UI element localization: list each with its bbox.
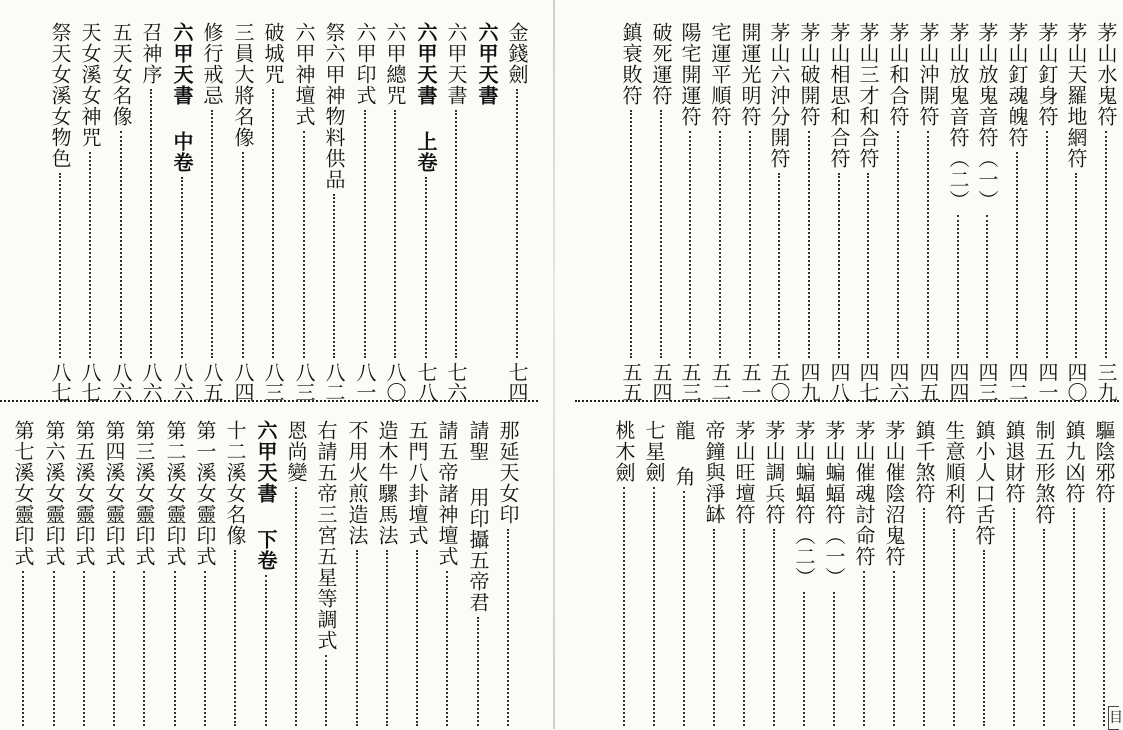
toc-entry bbox=[765, 22, 793, 402]
entry-title: 祭天女溪女物色 bbox=[48, 22, 72, 169]
page-number: 四九 bbox=[797, 362, 821, 402]
toc-entry bbox=[503, 22, 531, 402]
page-number: 八〇 bbox=[383, 362, 407, 402]
entry-title: 桃木劍 bbox=[612, 420, 636, 483]
section-title: 六甲天書 中卷 bbox=[170, 22, 194, 173]
toc-entry bbox=[473, 22, 501, 402]
toc-entry bbox=[9, 420, 37, 730]
entry-title: 鎮衰敗符 bbox=[619, 22, 643, 106]
leader-dots bbox=[416, 550, 418, 726]
page-number: 四七 bbox=[856, 362, 880, 402]
leader-dots bbox=[743, 529, 745, 726]
leader-dots bbox=[394, 110, 396, 358]
toc-entry bbox=[168, 22, 196, 402]
leader-dots bbox=[863, 571, 865, 726]
leader-dots bbox=[303, 131, 305, 358]
book-spine bbox=[553, 0, 555, 729]
toc-entry bbox=[617, 22, 645, 402]
leader-dots bbox=[957, 215, 959, 358]
toc-entry bbox=[229, 22, 257, 402]
entry-title: 茅山釘身符 bbox=[1035, 22, 1059, 127]
leader-dots bbox=[83, 571, 85, 726]
entry-title: 第七溪女靈印式 bbox=[11, 420, 35, 567]
leader-dots bbox=[143, 571, 145, 726]
leader-dots bbox=[867, 173, 869, 358]
leader-dots bbox=[455, 110, 457, 358]
leader-dots bbox=[211, 110, 213, 358]
toc-entry bbox=[381, 22, 409, 402]
entry-title: 第四溪女靈印式 bbox=[102, 420, 126, 567]
leader-dots bbox=[1073, 508, 1075, 726]
toc-entry bbox=[1000, 420, 1028, 730]
toc-entry bbox=[910, 420, 938, 730]
toc-entry bbox=[610, 420, 638, 730]
leader-dots bbox=[803, 592, 805, 726]
leader-dots bbox=[893, 571, 895, 726]
entry-title: 宅運平順符 bbox=[708, 22, 732, 127]
entry-title: 破死運符 bbox=[649, 22, 673, 106]
leader-dots bbox=[689, 131, 691, 358]
toc-entry bbox=[343, 420, 371, 730]
entry-title: 第一溪女靈印式 bbox=[193, 420, 217, 567]
toc-entry bbox=[76, 22, 104, 402]
page-number: 四一 bbox=[1035, 362, 1059, 402]
toc-entry bbox=[130, 420, 158, 730]
toc-entry bbox=[736, 22, 764, 402]
leader-dots bbox=[181, 177, 183, 358]
entry-title: 五天女名像 bbox=[109, 22, 133, 127]
toc-entry bbox=[790, 420, 818, 730]
toc-entry bbox=[494, 420, 522, 730]
leader-dots bbox=[333, 194, 335, 358]
leader-dots bbox=[272, 89, 274, 358]
leader-dots bbox=[446, 571, 448, 726]
page-number: 四三 bbox=[975, 362, 999, 402]
leader-dots bbox=[953, 529, 955, 726]
entry-title: 請五帝諸神壇式 bbox=[435, 420, 459, 567]
leader-dots bbox=[425, 177, 427, 358]
page-number: 五〇 bbox=[767, 362, 791, 402]
toc-entry bbox=[914, 22, 942, 402]
leader-dots bbox=[113, 571, 115, 726]
leader-dots bbox=[174, 571, 176, 726]
entry-title: 茅山破開符 bbox=[797, 22, 821, 127]
entry-title: 六甲天書 bbox=[444, 22, 468, 106]
toc-entry bbox=[973, 22, 1001, 402]
entry-title: 請聖 用印攝五帝君 bbox=[466, 420, 490, 613]
leader-dots bbox=[719, 131, 721, 358]
leader-dots bbox=[204, 571, 206, 726]
page-number: 四四 bbox=[946, 362, 970, 402]
entry-title: 修行戒忌 bbox=[200, 22, 224, 106]
leader-dots bbox=[53, 571, 55, 726]
toc-entry bbox=[351, 22, 379, 402]
page-number: 八三 bbox=[261, 362, 285, 402]
toc-entry bbox=[1062, 22, 1090, 402]
page-number: 五五 bbox=[619, 362, 643, 402]
toc-entry bbox=[252, 420, 280, 730]
entry-title: 第二溪女靈印式 bbox=[163, 420, 187, 567]
page-number: 五一 bbox=[738, 362, 762, 402]
leader-dots bbox=[364, 110, 366, 358]
toc-entry bbox=[1090, 420, 1118, 730]
entry-title: 第三溪女靈印式 bbox=[132, 420, 156, 567]
entry-title: 龍 角 bbox=[672, 420, 696, 487]
leader-dots bbox=[507, 529, 509, 726]
entry-title: 金錢劍 bbox=[505, 22, 529, 85]
toc-entry bbox=[373, 420, 401, 730]
toc-entry bbox=[1033, 22, 1061, 402]
entry-title: 造木牛騾馬法 bbox=[375, 420, 399, 546]
leader-dots bbox=[983, 550, 985, 726]
leader-dots bbox=[1043, 529, 1045, 726]
leader-dots bbox=[89, 152, 91, 358]
page-number: 七八 bbox=[414, 362, 438, 402]
page-number: 七六 bbox=[444, 362, 468, 402]
entry-title: 鎮小人口舌符 bbox=[972, 420, 996, 546]
toc-entry bbox=[820, 420, 848, 730]
page-number: 四八 bbox=[827, 362, 851, 402]
leader-dots bbox=[833, 592, 835, 726]
leader-dots bbox=[986, 215, 988, 358]
leader-dots bbox=[234, 550, 236, 726]
leader-dots bbox=[1105, 131, 1107, 358]
leader-dots bbox=[773, 529, 775, 726]
leader-dots bbox=[808, 131, 810, 358]
leader-dots bbox=[22, 571, 24, 726]
leader-dots bbox=[386, 550, 388, 726]
page-number: 五四 bbox=[649, 362, 673, 402]
leader-dots bbox=[265, 575, 267, 726]
entry-title: 十二溪女名像 bbox=[223, 420, 247, 546]
toc-entry bbox=[970, 420, 998, 730]
page-number: 八六 bbox=[170, 362, 194, 402]
toc-entry bbox=[46, 22, 74, 402]
leader-dots bbox=[897, 131, 899, 358]
entry-title: 茅山放鬼音符（一） bbox=[975, 22, 999, 211]
entry-title: 天女溪女神咒 bbox=[78, 22, 102, 148]
toc-entry bbox=[161, 420, 189, 730]
page-number: 四五 bbox=[916, 362, 940, 402]
leader-dots bbox=[477, 617, 479, 726]
leader-dots bbox=[59, 173, 61, 358]
leader-dots bbox=[1046, 131, 1048, 358]
entry-title: 六甲印式 bbox=[353, 22, 377, 106]
toc-entry bbox=[191, 420, 219, 730]
toc-entry bbox=[760, 420, 788, 730]
page-number: 四六 bbox=[886, 362, 910, 402]
toc-entry bbox=[884, 22, 912, 402]
toc-entry bbox=[854, 22, 882, 402]
leader-dots bbox=[1103, 508, 1105, 726]
leader-dots bbox=[778, 173, 780, 358]
toc-entry bbox=[412, 22, 440, 402]
page-edge-mark: 目 bbox=[1108, 706, 1119, 730]
leader-dots bbox=[1016, 152, 1018, 358]
page-number: 八二 bbox=[322, 362, 346, 402]
toc-entry bbox=[137, 22, 165, 402]
toc-entry bbox=[1003, 22, 1031, 402]
page-number: 四二 bbox=[1005, 362, 1029, 402]
leader-dots bbox=[927, 131, 929, 358]
entry-title: 六甲神壇式 bbox=[292, 22, 316, 127]
entry-title: 帝鐘與淨缽 bbox=[702, 420, 726, 525]
toc-entry bbox=[433, 420, 461, 730]
entry-title: 五門八卦壇式 bbox=[405, 420, 429, 546]
entry-title: 鎮退財符 bbox=[1002, 420, 1026, 504]
leader-dots bbox=[295, 487, 297, 726]
entry-title: 開運光明符 bbox=[738, 22, 762, 127]
entry-title: 茅山和合符 bbox=[886, 22, 910, 127]
leader-dots bbox=[653, 487, 655, 726]
toc-entry bbox=[640, 420, 668, 730]
page-number: 八七 bbox=[48, 362, 72, 402]
toc-entry bbox=[100, 420, 128, 730]
toc-entry bbox=[730, 420, 758, 730]
toc-entry bbox=[40, 420, 68, 730]
entry-title: 不用火煎造法 bbox=[345, 420, 369, 546]
section-title: 六甲天書 下卷 bbox=[254, 420, 278, 571]
page-number: 五二 bbox=[708, 362, 732, 402]
toc-entry bbox=[850, 420, 878, 730]
leader-dots bbox=[713, 529, 715, 726]
entry-title: 第六溪女靈印式 bbox=[42, 420, 66, 567]
page-number: 三九 bbox=[1094, 362, 1118, 402]
entry-title: 恩尚變 bbox=[284, 420, 308, 483]
entry-title: 茅山釘魂魄符 bbox=[1005, 22, 1029, 148]
page-number: 八六 bbox=[139, 362, 163, 402]
entry-title: 七星劍 bbox=[642, 420, 666, 483]
entry-title: 茅山相思和合符 bbox=[827, 22, 851, 169]
toc-entry bbox=[880, 420, 908, 730]
toc-entry bbox=[706, 22, 734, 402]
entry-title: 茅山六沖分開符 bbox=[767, 22, 791, 169]
toc-entry bbox=[312, 420, 340, 730]
entry-title: 茅山沖開符 bbox=[916, 22, 940, 127]
entry-title: 制五形煞符 bbox=[1032, 420, 1056, 525]
leader-dots bbox=[356, 550, 358, 726]
book-heading: 六甲天書 bbox=[475, 22, 499, 106]
section-title: 六甲天書 上卷 bbox=[414, 22, 438, 173]
entry-title: 茅山旺壇符 bbox=[732, 420, 756, 525]
leader-dots bbox=[838, 173, 840, 358]
toc-entry bbox=[676, 22, 704, 402]
entry-title: 茅山三才和合符 bbox=[856, 22, 880, 169]
leader-dots bbox=[923, 508, 925, 726]
leader-dots bbox=[630, 110, 632, 358]
leader-dots bbox=[623, 487, 625, 726]
toc-entry bbox=[282, 420, 310, 730]
entry-title: 那延天女印 bbox=[496, 420, 520, 525]
entry-title: 陽宅開運符 bbox=[678, 22, 702, 127]
leader-dots bbox=[1013, 508, 1015, 726]
entry-title: 第五溪女靈印式 bbox=[72, 420, 96, 567]
entry-title: 右請五帝三宮五星等調式 bbox=[314, 420, 338, 651]
toc-entry bbox=[795, 22, 823, 402]
leader-dots bbox=[749, 131, 751, 358]
toc-entry bbox=[320, 22, 348, 402]
entry-title: 破城咒 bbox=[261, 22, 285, 85]
leader-dots bbox=[242, 152, 244, 358]
page-number: 五三 bbox=[678, 362, 702, 402]
toc-entry bbox=[70, 420, 98, 730]
toc-entry bbox=[464, 420, 492, 730]
entry-title: 茅山催魂討命符 bbox=[852, 420, 876, 567]
entry-title: 生意順利符 bbox=[942, 420, 966, 525]
toc-entry bbox=[198, 22, 226, 402]
entry-title: 茅山蝙蝠符（一） bbox=[822, 420, 846, 588]
toc-entry bbox=[825, 22, 853, 402]
toc-entry bbox=[647, 22, 675, 402]
page-number: 八五 bbox=[200, 362, 224, 402]
toc-entry bbox=[259, 22, 287, 402]
entry-title: 鎮九凶符 bbox=[1062, 420, 1086, 504]
toc-entry bbox=[290, 22, 318, 402]
toc-entry bbox=[940, 420, 968, 730]
toc-entry bbox=[221, 420, 249, 730]
leader-dots bbox=[660, 110, 662, 358]
toc-entry bbox=[1060, 420, 1088, 730]
entry-title: 茅山水鬼符 bbox=[1094, 22, 1118, 127]
page-number: 八一 bbox=[353, 362, 377, 402]
entry-title: 茅山天羅地網符 bbox=[1064, 22, 1088, 169]
leader-dots bbox=[150, 89, 152, 358]
page-number: 八六 bbox=[109, 362, 133, 402]
page-number: 四〇 bbox=[1064, 362, 1088, 402]
toc-entry bbox=[700, 420, 728, 730]
entry-title: 三員大將名像 bbox=[231, 22, 255, 148]
toc-entry bbox=[403, 420, 431, 730]
leader-dots bbox=[325, 655, 327, 726]
leader-dots bbox=[683, 491, 685, 726]
entry-title: 茅山調兵符 bbox=[762, 420, 786, 525]
entry-title: 茅山催陰沼鬼符 bbox=[882, 420, 906, 567]
toc-entry bbox=[670, 420, 698, 730]
page-number: 八四 bbox=[231, 362, 255, 402]
toc-entry bbox=[1092, 22, 1120, 402]
entry-title: 茅山蝙蝠符（二） bbox=[792, 420, 816, 588]
entry-title: 召神序 bbox=[139, 22, 163, 85]
page-number: 八三 bbox=[292, 362, 316, 402]
entry-title: 鎮千煞符 bbox=[912, 420, 936, 504]
entry-title: 茅山放鬼音符（二） bbox=[946, 22, 970, 211]
toc-entry bbox=[107, 22, 135, 402]
leader-dots bbox=[1075, 173, 1077, 358]
leader-dots bbox=[516, 89, 518, 358]
toc-entry bbox=[442, 22, 470, 402]
entry-title: 祭六甲神物料供品 bbox=[322, 22, 346, 190]
toc-entry bbox=[944, 22, 972, 402]
entry-title: 驅陰邪符 bbox=[1092, 420, 1116, 504]
toc-entry bbox=[1030, 420, 1058, 730]
entry-title: 六甲總咒 bbox=[383, 22, 407, 106]
page-number: 八七 bbox=[78, 362, 102, 402]
page-number: 七四 bbox=[505, 362, 529, 402]
leader-dots bbox=[120, 131, 122, 358]
